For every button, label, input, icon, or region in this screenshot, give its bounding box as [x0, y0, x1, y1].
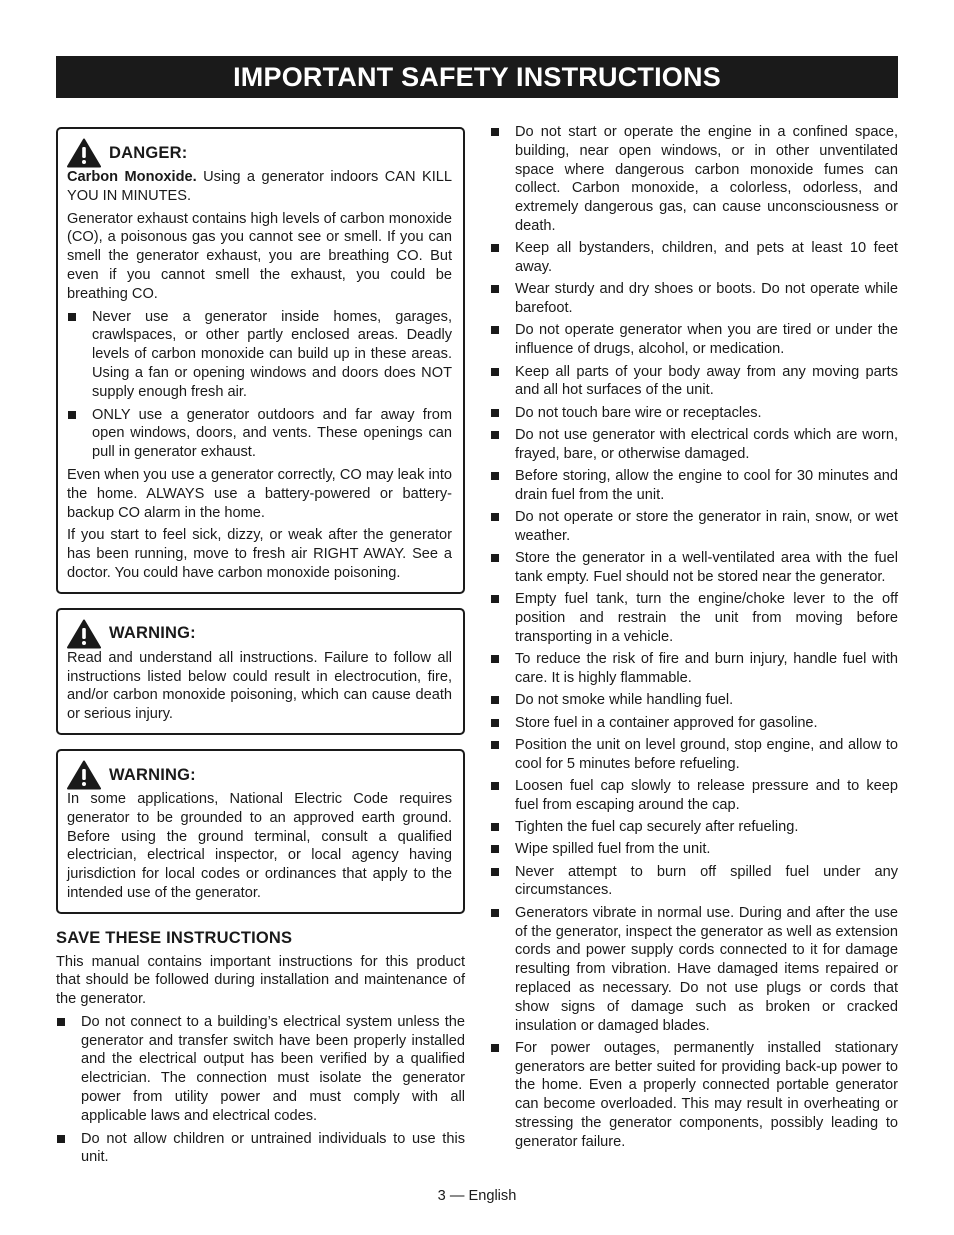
list-item: Tighten the fuel cap securely after refueling.: [490, 818, 898, 837]
warning-text: Read and understand all instructions. Failure to follow all instructions listed below could result in electrocution, fire, and/or carbon monoxide poisoning, which can cause death or serious injury.: [67, 649, 452, 723]
list-item: Never use a generator inside homes, garages, crawlspaces, or other partly enclosed areas. Deadly levels of carbon monoxide can build up in these areas. Using a fan or opening windows and doors does NOT supply enough fresh air.: [67, 308, 452, 402]
right-column: [490, 123, 898, 1155]
save-intro: This manual contains important instructions for this product that should be followed during installation and maintenance of the generator.: [56, 953, 465, 1008]
list-item: Do not smoke while handling fuel.: [490, 691, 898, 710]
danger-header: [67, 138, 452, 168]
list-item: Empty fuel tank, turn the engine/choke lever to the off position and restrain the unit from moving before transporting in a vehicle.: [490, 590, 898, 646]
warning-box: [56, 608, 465, 735]
title-bar: [56, 56, 898, 98]
list-item: Wear sturdy and dry shoes or boots. Do not operate while barefoot.: [490, 280, 898, 318]
warning-box: [56, 749, 465, 914]
safety-bullet-list: [490, 123, 898, 1152]
warning-label: WARNING:: [109, 765, 196, 784]
list-item: For power outages, permanently installed stationary generators are better suited for providing back-up power to the home. Even a properly connected portable generator can become overloaded. This may result in overheating or stressing the generator components, possibly leading to generator failure.: [490, 1039, 898, 1152]
list-item: Before storing, allow the engine to cool for 30 minutes and drain fuel from the unit.: [490, 467, 898, 505]
list-item: Loosen fuel cap slowly to release pressure and to keep fuel from escaping around the cap.: [490, 777, 898, 815]
list-item: Do not connect to a building’s electrical system unless the generator and transfer switch have been properly installed and the electrical output has been verified by a qualified electrician. The connection must isolate the generator power from utility power and must comply with all applicable laws and electrical codes.: [56, 1013, 465, 1126]
danger-lead-bold: Carbon Monoxide.: [67, 169, 197, 185]
list-item: Do not use generator with electrical cords which are worn, frayed, bare, or otherwise damaged.: [490, 426, 898, 464]
list-item: Keep all bystanders, children, and pets at least 10 feet away.: [490, 239, 898, 277]
list-item: Do not operate or store the generator in rain, snow, or wet weather.: [490, 508, 898, 546]
danger-bullet-list: [67, 308, 452, 462]
page-footer: 3 — English: [437, 1188, 517, 1204]
danger-paragraph: Generator exhaust contains high levels of carbon monoxide (CO), a poisonous gas you cannot see or smell. If you can smell the generator exhaust, you are breathing CO. But even if you cannot smell the exhaust, you could be breathing CO.: [67, 210, 452, 302]
list-item: Never attempt to burn off spilled fuel under any circumstances.: [490, 863, 898, 901]
save-instructions-heading: SAVE THESE INSTRUCTIONS: [56, 928, 293, 947]
warning-triangle-icon: [67, 138, 101, 168]
danger-lead-text: Using a generator indoors CAN KILL YOU IN MINUTES.: [67, 169, 452, 204]
list-item: Position the unit on level ground, stop engine, and allow to cool for 5 minutes before refueling.: [490, 736, 898, 774]
list-item: Keep all parts of your body away from any moving parts and all hot surfaces of the unit.: [490, 363, 898, 401]
warning-text: In some applications, National Electric Code requires generator to be grounded to an approved earth ground. Before using the ground terminal, consult a qualified electrician, electrical inspector, or local agency having jurisdiction for local codes or ordinances that apply to the intended use of the generator.: [67, 790, 452, 901]
list-item: Generators vibrate in normal use. During and after the use of the generator, inspect the generator as well as extension cords and power supply cords connected to it for damage resulting from vibration. Have damaged items repaired or replaced as necessary. Do not use plugs or cords that show signs of damage such as broken or cracked insulation or damaged blades.: [490, 904, 898, 1036]
list-item: Do not start or operate the engine in a confined space, building, near open windows, or in other unventilated space where dangerous carbon monoxide fumes can collect. Carbon monoxide, a colorless, odorless, and extremely dangerous gas, can cause unconsciousness or death.: [490, 123, 898, 236]
list-item: Store fuel in a container approved for gasoline.: [490, 714, 898, 733]
warning-triangle-icon: [67, 619, 101, 649]
list-item: Wipe spilled fuel from the unit.: [490, 840, 898, 859]
list-item: Do not operate generator when you are tired or under the influence of drugs, alcohol, or medication.: [490, 321, 898, 359]
list-item: Do not touch bare wire or receptacles.: [490, 404, 898, 423]
warning-triangle-icon: [67, 760, 101, 790]
list-item: To reduce the risk of fire and burn injury, handle fuel with care. It is highly flammable.: [490, 650, 898, 688]
danger-paragraph: Even when you use a generator correctly, CO may leak into the home. ALWAYS use a battery-powered or battery-backup CO alarm in the home.: [67, 466, 452, 521]
list-item: ONLY use a generator outdoors and far away from open windows, doors, and vents. These openings can pull in generator exhaust.: [67, 406, 452, 462]
left-column: [56, 127, 465, 1171]
page-title: IMPORTANT SAFETY INSTRUCTIONS: [233, 61, 721, 92]
list-item: Store the generator in a well-ventilated area with the fuel tank empty. Fuel should not be stored near the generator.: [490, 549, 898, 587]
danger-box: [56, 127, 465, 594]
danger-paragraph: If you start to feel sick, dizzy, or weak after the generator has been running, move to fresh air RIGHT AWAY. See a doctor. You could have carbon monoxide poisoning.: [67, 527, 452, 581]
warning-label: WARNING:: [109, 624, 196, 643]
save-bullet-list: [56, 1013, 465, 1167]
warning-header: [67, 619, 452, 649]
danger-lead: [67, 168, 452, 206]
list-item: Do not allow children or untrained individuals to use this unit.: [56, 1130, 465, 1168]
warning-header: [67, 760, 452, 790]
danger-label: DANGER:: [109, 143, 188, 162]
